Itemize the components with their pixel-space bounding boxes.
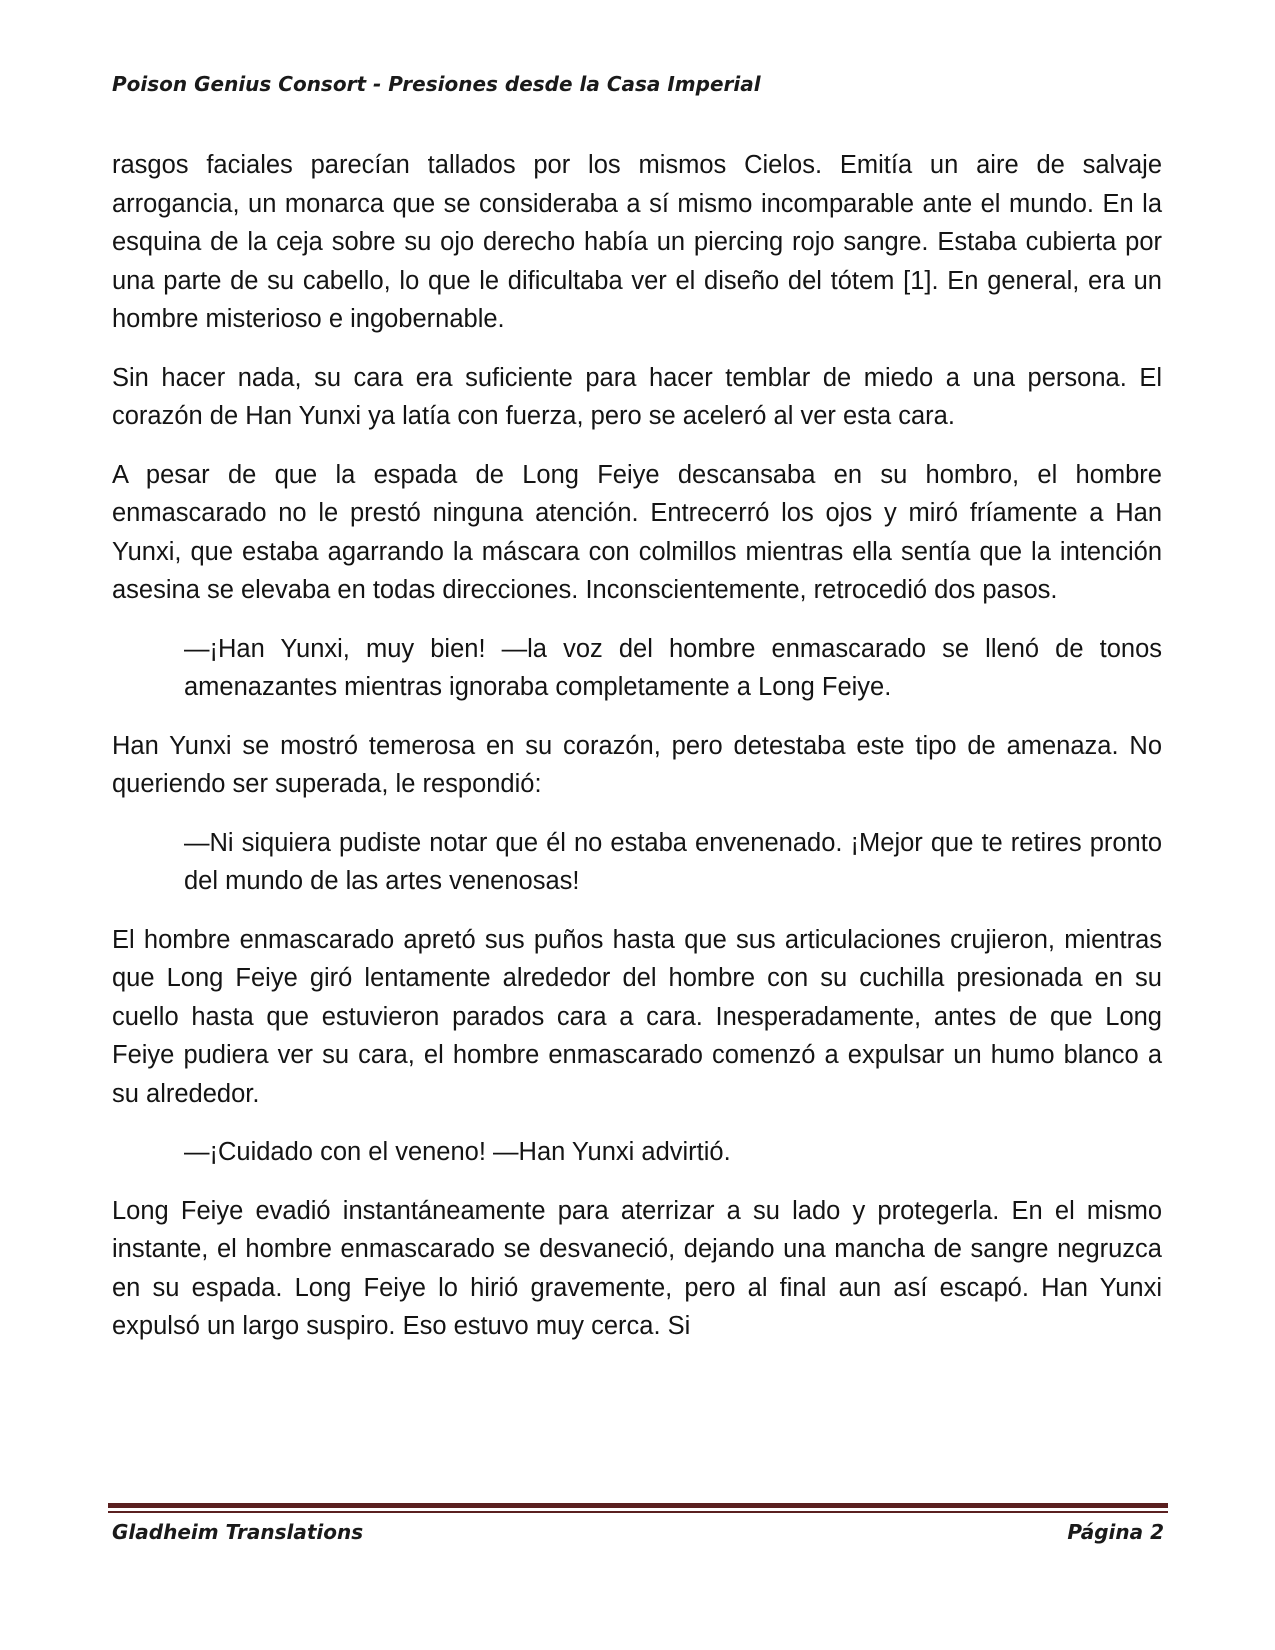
page-footer: [112, 1520, 1164, 1544]
dialogue-paragraph: —¡Han Yunxi, muy bien! —la voz del hombre enmascarado se llenó de tonos amenazantes mientras ignoraba completamente a Long Feiye.: [184, 634, 1162, 701]
footer-rule-thick: [108, 1503, 1168, 1508]
dialogue-paragraph: —Ni siquiera pudiste notar que él no estaba envenenado. ¡Mejor que te retires pronto del mundo de las artes venenosas!: [184, 828, 1162, 895]
paragraph: rasgos faciales parecían tallados por los mismos Cielos. Emitía un aire de salvaje arrogancia, un monarca que se consideraba a sí mismo incomparable ante el mundo. En la esquina de la ceja sobre su ojo derecho había un piercing rojo sangre. Estaba cubierta por una parte de su cabello, lo que le dificultaba ver el diseño del tótem [1]. En general, era un hombre misterioso e ingobernable.: [112, 151, 1162, 333]
page-header: Poison Genius Consort - Presiones desde la Casa Imperial: [112, 72, 761, 96]
dialogue-paragraph: —¡Cuidado con el veneno! —Han Yunxi advirtió.: [184, 1138, 731, 1166]
paragraph: Han Yunxi se mostró temerosa en su corazón, pero detestaba este tipo de amenaza. No queriendo ser superada, le respondió:: [112, 731, 1162, 798]
paragraph: Long Feiye evadió instantáneamente para aterrizar a su lado y protegerla. En el mismo instante, el hombre enmascarado se desvaneció, dejando una mancha de sangre negruzca en su espada. Long Feiye lo hirió gravemente, pero al final aun así escapó. Han Yunxi expulsó un largo suspiro. Eso estuvo muy cerca. Si: [112, 1196, 1162, 1340]
body-text: [112, 146, 1162, 1366]
footer-publisher: Gladheim Translations: [112, 1520, 364, 1544]
paragraph: El hombre enmascarado apretó sus puños hasta que sus articulaciones crujieron, mientras que Long Feiye giró lentamente alrededor del hombre con su cuchilla presionada en su cuello hasta que estuvieron parados cara a cara. Inesperadamente, antes de que Long Feiye pudiera ver su cara, el hombre enmascarado comenzó a expulsar un humo blanco a su alrededor.: [112, 925, 1162, 1108]
paragraph: A pesar de que la espada de Long Feiye descansaba en su hombro, el hombre enmascarado no le prestó ninguna atención. Entrecerró los ojos y miró fríamente a Han Yunxi, que estaba agarrando la máscara con colmillos mientras ella sentía que la intención asesina se elevaba en todas direcciones. Inconscientemente, retrocedió dos pasos.: [112, 460, 1162, 604]
footer-rule-thin: [108, 1511, 1168, 1513]
page-number: Página 2: [1067, 1520, 1164, 1544]
paragraph: Sin hacer nada, su cara era suficiente para hacer temblar de miedo a una persona. El corazón de Han Yunxi ya latía con fuerza, pero se aceleró al ver esta cara.: [112, 363, 1162, 430]
